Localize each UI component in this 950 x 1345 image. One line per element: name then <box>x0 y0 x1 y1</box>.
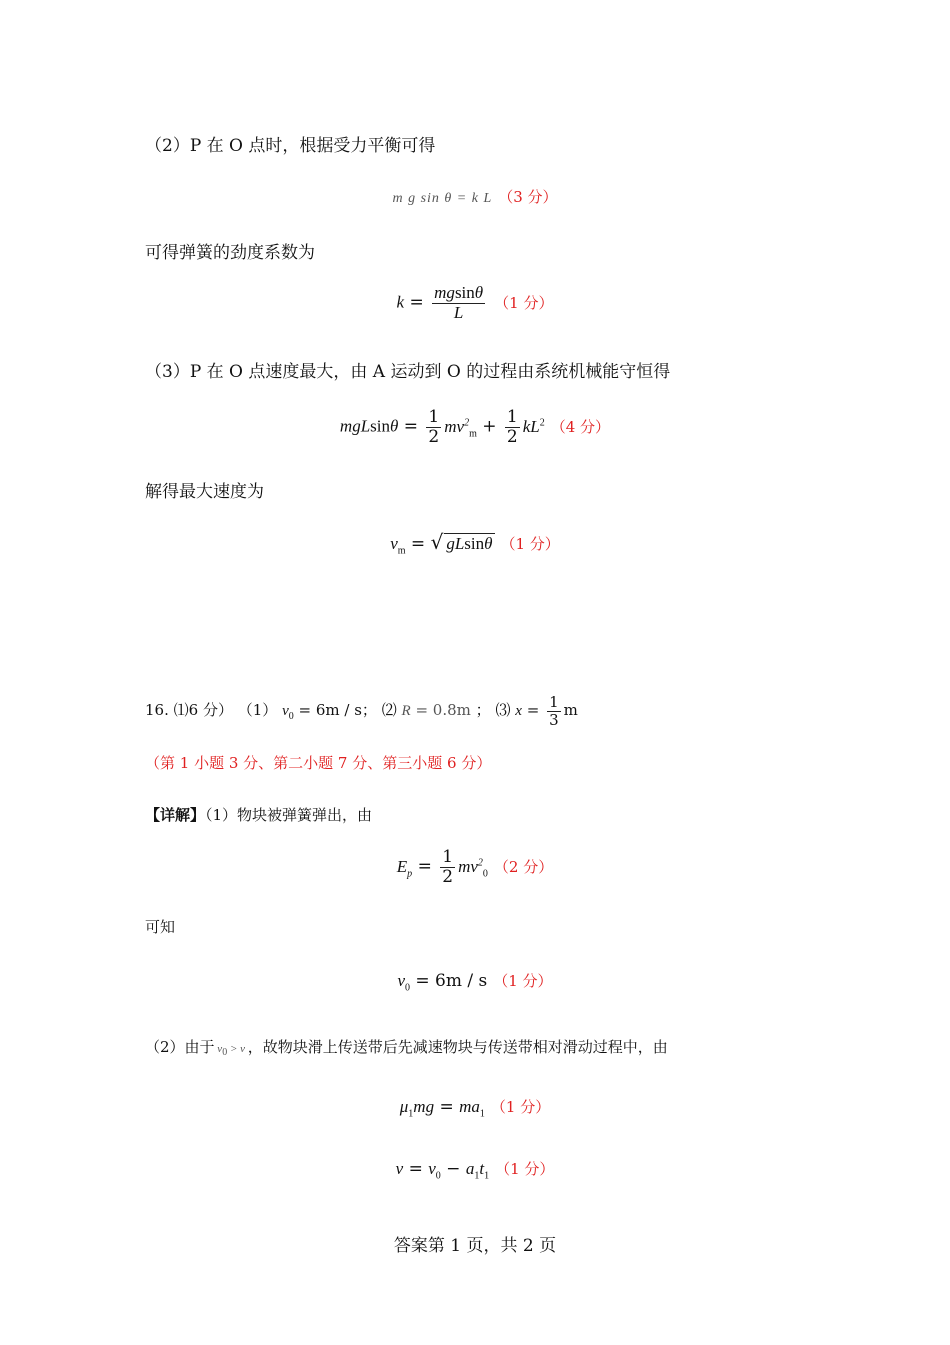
part2b-line: （2）由于 $v_0 > v$ ，故物块滑上传送带后先减速物块与传送带相对滑动过程中，由 <box>145 1038 668 1059</box>
spring-constant-intro: 可得弹簧的劲度系数为 <box>145 243 315 263</box>
equation-energy-conservation: mgLsinθ = $\frac{1}{2}$ $mv^2_m$ + $\frac{1}{2}$ $kL^2$ （4 分） <box>339 407 611 447</box>
score-eq6: （1 分） <box>493 972 553 990</box>
therefore-text: 可知 <box>145 918 176 936</box>
score-eq5: （2 分） <box>493 857 554 876</box>
equation-velocity: $v = v_0 - a_1t_1$ （1 分） <box>395 1159 555 1182</box>
detail-line: 【详解】（1）物块被弹簧弹出，由 <box>145 806 373 824</box>
max-speed-intro: 解得最大速度为 <box>145 482 264 502</box>
score-eq2: （1 分） <box>494 293 554 312</box>
score-eq7: （1 分） <box>490 1098 551 1116</box>
score-eq4: （1 分） <box>500 535 560 553</box>
equation-max-speed: $v_m$ = √ gLsinθ （1 分） <box>390 530 560 557</box>
part2-intro: （2）P 在 O 点时，根据受力平衡可得 <box>145 136 436 156</box>
score-eq1: （3 分） <box>498 188 558 206</box>
score-eq3: （4 分） <box>550 417 611 436</box>
question-number: 16. <box>145 701 169 719</box>
equation-spring-energy: $E_p$ = $\frac{1}{2}$ $mv^2_0$ （2 分） <box>396 847 554 887</box>
equation-initial-speed: $v_0 = 6m / s$ （1 分） <box>397 971 553 994</box>
score-eq8: （1 分） <box>495 1160 555 1178</box>
score-distribution: （第 1 小题 3 分、第二小题 7 分、第三小题 6 分） <box>145 754 492 772</box>
part3-intro: （3）P 在 O 点速度最大，由 A 运动到 O 的过程由系统机械能守恒得 <box>145 362 671 382</box>
equation-friction: $\mu_1mg = ma_1$ （1 分） <box>399 1097 551 1120</box>
equation-force-balance: m g sin θ = k L （3 分） <box>392 188 558 206</box>
question-points: ⑴6 分） <box>173 701 233 719</box>
detail-label: 【详解】 <box>145 806 206 824</box>
question-16-answers: 16. ⑴6 分） （1） $v_0 = 6m / s$； ⑵ R = 0.8m ； ⑶ x = $\frac{1}{3}$ m <box>145 693 578 729</box>
equation-spring-constant: k = $\frac{mgsin\theta}{L}$ （1 分） <box>396 283 554 322</box>
page-footer: 答案第 1 页，共 2 页 <box>393 1236 557 1256</box>
